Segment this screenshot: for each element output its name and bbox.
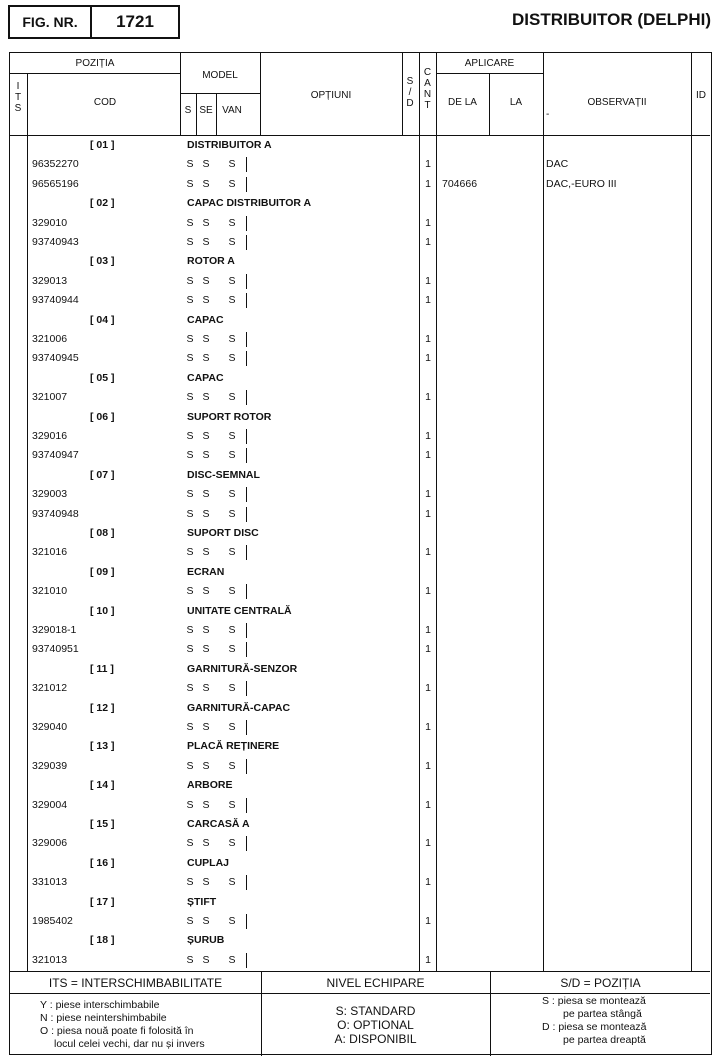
table-group-row: [10, 931, 710, 950]
table-row: [10, 446, 710, 465]
model-van-value: S: [228, 585, 236, 598]
model-s-value: S: [186, 294, 194, 307]
part-name: ECRAN: [187, 565, 225, 578]
model-s-value: S: [186, 546, 194, 559]
position-number: [ 15 ]: [90, 818, 115, 830]
model-s-value: S: [186, 391, 194, 404]
position-number: [ 16 ]: [90, 856, 115, 869]
model-van-value: S: [228, 488, 236, 501]
table-row: [10, 349, 710, 368]
grid-line: [691, 135, 692, 971]
model-s-value: S: [186, 216, 194, 229]
part-name: ȘTIFT: [187, 895, 217, 908]
grid-line: [180, 93, 260, 94]
grid-line: [543, 53, 544, 135]
part-code: 321007: [32, 391, 68, 404]
model-divider: [246, 487, 247, 502]
model-se-value: S: [202, 333, 210, 345]
table-group-row: [10, 369, 710, 388]
part-name: ROTOR A: [187, 255, 235, 268]
table-group-row: [10, 893, 710, 912]
table-row: [10, 718, 710, 737]
part-code: 321012: [32, 682, 68, 695]
part-code: 93740944: [32, 294, 79, 307]
part-code: 96565196: [32, 177, 79, 190]
table-row: [10, 330, 710, 349]
model-se-value: S: [202, 798, 210, 811]
model-se-value: S: [202, 352, 210, 365]
table-group-row: [10, 660, 710, 679]
table-row: [10, 291, 710, 310]
grid-line: [10, 135, 710, 136]
grid-line: [27, 73, 28, 135]
table-row: [10, 388, 710, 407]
grid-line: [10, 73, 180, 74]
model-se-value: S: [202, 391, 210, 404]
model-se-value: S: [202, 953, 210, 966]
quantity-value: 1: [425, 624, 431, 636]
position-number: [ 18 ]: [90, 934, 115, 947]
quantity-value: 1: [425, 488, 431, 501]
col-header-observatii-mark: -: [546, 109, 550, 120]
model-van-value: S: [228, 837, 236, 850]
position-number: [ 03 ]: [90, 255, 115, 268]
part-code: 329003: [32, 488, 68, 501]
page-title: DISTRIBUITOR (DELPHI): [512, 10, 711, 29]
table-group-row: [10, 194, 710, 213]
part-code: 331013: [32, 876, 68, 889]
table-row: [10, 640, 710, 659]
part-code: 321013: [32, 953, 68, 966]
model-s-value: S: [186, 430, 194, 442]
model-s-value: S: [186, 177, 194, 190]
col-header-observatii: OBSERVAȚII: [587, 97, 647, 108]
legend-its-title: ITS = INTERSCHIMBABILITATE: [48, 976, 223, 990]
observation-value: DAC: [546, 158, 569, 171]
model-s-value: S: [186, 507, 194, 520]
table-row: [10, 214, 710, 233]
position-number: [ 07 ]: [90, 468, 115, 481]
model-van-value: S: [228, 294, 236, 307]
grid-line: [543, 135, 544, 971]
model-s-value: S: [186, 158, 194, 171]
model-divider: [246, 720, 247, 735]
table-group-row: [10, 854, 710, 873]
table-group-row: [10, 602, 710, 621]
model-van-value: S: [228, 449, 236, 462]
applicable-from-value: 704666: [442, 177, 478, 190]
grid-line: [691, 53, 692, 135]
model-s-value: S: [186, 953, 194, 966]
col-header-optiuni: OPȚIUNI: [310, 90, 352, 101]
legend-sd-item: pe partea stângă: [563, 1008, 642, 1020]
table-group-row: [10, 408, 710, 427]
part-code: 321016: [32, 546, 68, 559]
model-divider: [246, 448, 247, 463]
table-row: [10, 951, 710, 970]
model-se-value: S: [202, 158, 210, 171]
quantity-value: 1: [425, 177, 431, 190]
part-name: SUPORT DISC: [187, 527, 259, 539]
col-header-id: ID: [696, 90, 706, 101]
part-code: 329006: [32, 837, 68, 850]
part-name: GARNITURĂ-CAPAC: [187, 701, 291, 714]
quantity-value: 1: [425, 274, 431, 287]
part-code: 329018-1: [32, 624, 77, 636]
col-header-model-s: S: [184, 105, 192, 116]
part-name: CARCASĂ A: [187, 818, 250, 830]
quantity-value: 1: [425, 391, 431, 404]
col-header-model: MODEL: [202, 70, 238, 81]
part-code: 329039: [32, 759, 68, 772]
legend-nivel-item: A: DISPONIBIL: [334, 1032, 417, 1046]
model-se-value: S: [202, 876, 210, 889]
grid-line: [489, 73, 490, 135]
model-van-value: S: [228, 507, 236, 520]
table-group-row: [10, 311, 710, 330]
model-se-value: S: [202, 507, 210, 520]
model-s-value: S: [186, 876, 194, 889]
model-se-value: S: [202, 721, 210, 733]
table-group-row: [10, 776, 710, 795]
quantity-value: 1: [425, 507, 431, 520]
col-header-model-se: SE: [199, 105, 213, 116]
legend-sd-item: D : piesa se montează: [542, 1021, 647, 1033]
position-number: [ 12 ]: [90, 701, 115, 714]
table-group-row: [10, 563, 710, 582]
grid-line: [261, 971, 262, 1056]
table-group-row: [10, 466, 710, 485]
table-row: [10, 912, 710, 931]
position-number: [ 09 ]: [90, 565, 115, 578]
part-name: CAPAC: [187, 371, 224, 384]
part-code: 321010: [32, 585, 68, 598]
model-se-value: S: [202, 216, 210, 229]
model-van-value: S: [228, 876, 236, 889]
model-divider: [246, 507, 247, 522]
grid-line: [180, 53, 181, 135]
quantity-value: 1: [425, 953, 431, 966]
model-van-value: S: [228, 352, 236, 365]
quantity-value: 1: [425, 643, 431, 656]
position-number: [ 11 ]: [90, 662, 114, 675]
model-se-value: S: [202, 274, 210, 287]
table-group-row: [10, 524, 710, 543]
figure-number-box: [8, 5, 180, 39]
model-divider: [246, 429, 247, 444]
part-code: 321006: [32, 333, 68, 345]
table-group-row: [10, 737, 710, 756]
model-s-value: S: [186, 585, 194, 598]
model-divider: [246, 332, 247, 347]
table-row: [10, 796, 710, 815]
part-code: 1985402: [32, 915, 73, 927]
model-divider: [246, 914, 247, 929]
grid-line: [436, 53, 437, 135]
model-divider: [246, 545, 247, 560]
table-row: [10, 155, 710, 174]
position-number: [ 01 ]: [90, 139, 115, 151]
model-s-value: S: [186, 915, 194, 927]
table-group-row: [10, 252, 710, 271]
quantity-value: 1: [425, 449, 431, 462]
grid-line: [10, 993, 710, 994]
quantity-value: 1: [425, 585, 431, 598]
model-s-value: S: [186, 488, 194, 501]
model-van-value: S: [228, 798, 236, 811]
quantity-value: 1: [425, 798, 431, 811]
legend-its-item: N : piese neintershimbabile: [40, 1012, 167, 1024]
grid-line: [10, 971, 710, 972]
position-number: [ 06 ]: [90, 410, 115, 423]
part-code: 329013: [32, 274, 68, 287]
model-van-value: S: [228, 721, 236, 733]
part-name: DISTRIBUITOR A: [187, 139, 272, 151]
table-row: [10, 873, 710, 892]
quantity-value: 1: [425, 759, 431, 772]
quantity-value: 1: [425, 430, 431, 442]
model-divider: [246, 798, 247, 813]
position-number: [ 10 ]: [90, 604, 115, 617]
legend-its-item: O : piesa nouă poate fi folosită în: [40, 1025, 194, 1037]
model-van-value: S: [228, 274, 236, 287]
col-header-pozitia: POZIȚIA: [75, 58, 115, 69]
quantity-value: 1: [425, 158, 431, 171]
part-name: GARNITURĂ-SENZOR: [187, 662, 298, 675]
part-name: DISC-SEMNAL: [187, 468, 260, 481]
quantity-value: 1: [425, 352, 431, 365]
model-van-value: S: [228, 624, 236, 636]
position-number: [ 02 ]: [90, 197, 115, 210]
part-name: ȘURUB: [187, 934, 225, 947]
model-divider: [246, 157, 247, 172]
model-van-value: S: [228, 216, 236, 229]
quantity-value: 1: [425, 333, 431, 345]
model-s-value: S: [186, 449, 194, 462]
col-header-la: LA: [509, 97, 523, 108]
col-header-sd: S / D: [406, 76, 414, 109]
model-van-value: S: [228, 177, 236, 190]
table-row: [10, 427, 710, 446]
col-header-cod: COD: [93, 97, 117, 108]
table-row: [10, 543, 710, 562]
grid-line: [216, 93, 217, 135]
model-s-value: S: [186, 352, 194, 365]
quantity-value: 1: [425, 721, 431, 733]
part-code: 93740947: [32, 449, 79, 462]
legend-sd-title: S/D = POZIȚIA: [560, 976, 641, 990]
model-se-value: S: [202, 837, 210, 850]
model-van-value: S: [228, 953, 236, 966]
model-divider: [246, 759, 247, 774]
model-s-value: S: [186, 798, 194, 811]
position-number: [ 04 ]: [90, 313, 115, 326]
table-row: [10, 272, 710, 291]
model-divider: [246, 623, 247, 638]
position-number: [ 17 ]: [90, 895, 115, 908]
table-row: [10, 834, 710, 853]
model-divider: [246, 390, 247, 405]
grid-line: [419, 53, 420, 135]
model-se-value: S: [202, 682, 210, 695]
part-code: 329010: [32, 216, 68, 229]
model-divider: [246, 836, 247, 851]
table-row: [10, 485, 710, 504]
part-name: CAPAC DISTRIBUITOR A: [187, 197, 312, 210]
part-name: SUPORT ROTOR: [187, 410, 272, 423]
model-van-value: S: [228, 682, 236, 695]
part-name: CAPAC: [187, 313, 224, 326]
model-se-value: S: [202, 546, 210, 559]
part-name: ARBORE: [187, 779, 233, 792]
model-van-value: S: [228, 915, 236, 927]
model-van-value: S: [228, 333, 236, 345]
model-van-value: S: [228, 158, 236, 171]
table-group-row: [10, 136, 710, 155]
model-divider: [246, 584, 247, 599]
legend-sd-item: S : piesa se montează: [542, 995, 646, 1007]
quantity-value: 1: [425, 915, 431, 927]
model-se-value: S: [202, 430, 210, 442]
grid-line: [27, 135, 28, 971]
model-divider: [246, 681, 247, 696]
observation-value: DAC,-EURO III: [546, 177, 617, 190]
legend-its-item: locul celei vechi, dar nu și invers: [54, 1038, 205, 1050]
model-se-value: S: [202, 585, 210, 598]
quantity-value: 1: [425, 837, 431, 850]
position-number: [ 05 ]: [90, 371, 115, 384]
quantity-value: 1: [425, 294, 431, 307]
model-se-value: S: [202, 759, 210, 772]
model-s-value: S: [186, 333, 194, 345]
quantity-value: 1: [425, 236, 431, 248]
model-divider: [246, 953, 247, 968]
grid-line: [260, 53, 261, 135]
part-code: 329016: [32, 430, 68, 442]
part-name: PLACĂ REȚINERE: [187, 740, 280, 753]
part-code: 93740948: [32, 507, 79, 520]
model-divider: [246, 274, 247, 289]
grid-line: [402, 53, 403, 135]
table-row: [10, 582, 710, 601]
model-se-value: S: [202, 449, 210, 462]
position-number: [ 13 ]: [90, 740, 115, 753]
col-header-its: I T S: [14, 81, 22, 114]
position-number: [ 14 ]: [90, 779, 115, 792]
quantity-value: 1: [425, 546, 431, 559]
model-s-value: S: [186, 624, 194, 636]
table-row: [10, 757, 710, 776]
table-row: [10, 621, 710, 640]
model-divider: [246, 875, 247, 890]
model-se-value: S: [202, 177, 210, 190]
col-header-aplicare: APLICARE: [464, 58, 515, 69]
model-divider: [246, 177, 247, 192]
part-code: 96352270: [32, 158, 79, 171]
model-van-value: S: [228, 236, 236, 248]
part-name: UNITATE CENTRALĂ: [187, 604, 292, 617]
model-van-value: S: [228, 430, 236, 442]
table-row: [10, 679, 710, 698]
model-se-value: S: [202, 915, 210, 927]
model-se-value: S: [202, 643, 210, 656]
model-se-value: S: [202, 236, 210, 248]
legend-nivel-item: O: OPTIONAL: [337, 1018, 414, 1032]
part-code: 329040: [32, 721, 68, 733]
parts-table: [9, 52, 712, 1055]
model-s-value: S: [186, 759, 194, 772]
page-header: [0, 0, 719, 44]
part-code: 93740945: [32, 352, 79, 365]
legend-nivel-item: S: STANDARD: [335, 1004, 416, 1018]
col-header-de-la: DE LA: [448, 97, 477, 108]
table-row: [10, 505, 710, 524]
quantity-value: 1: [425, 682, 431, 695]
quantity-value: 1: [425, 216, 431, 229]
grid-line: [196, 93, 197, 135]
model-divider: [246, 235, 247, 250]
table-group-row: [10, 699, 710, 718]
model-s-value: S: [186, 721, 194, 733]
col-header-model-van: VAN: [222, 105, 242, 116]
model-se-value: S: [202, 294, 210, 307]
model-van-value: S: [228, 759, 236, 772]
quantity-value: 1: [425, 876, 431, 889]
model-s-value: S: [186, 274, 194, 287]
part-code: 329004: [32, 798, 68, 811]
legend-sd-item: pe partea dreaptă: [563, 1034, 646, 1046]
model-van-value: S: [228, 391, 236, 404]
figure-number: 1721: [116, 12, 154, 31]
model-se-value: S: [202, 624, 210, 636]
grid-line: [490, 971, 491, 1056]
model-van-value: S: [228, 643, 236, 656]
model-divider: [246, 642, 247, 657]
model-van-value: S: [228, 546, 236, 559]
figure-label: FIG. NR.: [10, 7, 92, 37]
model-divider: [246, 351, 247, 366]
model-divider: [246, 293, 247, 308]
model-s-value: S: [186, 682, 194, 695]
legend-its-item: Y : piese interschimbabile: [40, 999, 160, 1011]
model-s-value: S: [186, 236, 194, 248]
legend-nivel-title: NIVEL ECHIPARE: [326, 976, 425, 990]
table-row: [10, 233, 710, 252]
model-divider: [246, 216, 247, 231]
grid-line: [436, 135, 437, 971]
grid-line: [419, 135, 420, 971]
part-code: 93740943: [32, 236, 79, 248]
table-group-row: [10, 815, 710, 834]
table-row: [10, 175, 710, 194]
model-s-value: S: [186, 643, 194, 656]
part-name: CUPLAJ: [187, 856, 230, 869]
col-header-cant: C A N T: [423, 67, 432, 111]
position-number: [ 08 ]: [90, 527, 115, 539]
part-code: 93740951: [32, 643, 79, 656]
model-se-value: S: [202, 488, 210, 501]
model-s-value: S: [186, 837, 194, 850]
